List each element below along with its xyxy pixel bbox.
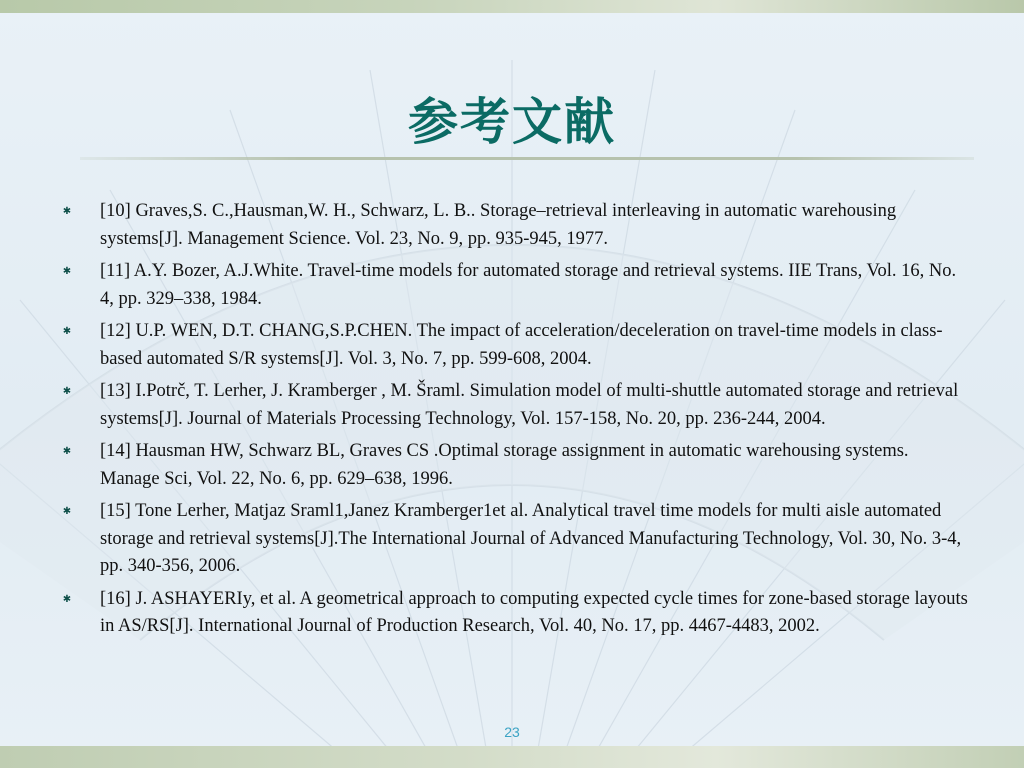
reference-item — [60, 258, 970, 313]
reference-item — [60, 498, 970, 581]
asterisk-bullet-icon: ✱ — [62, 506, 72, 517]
asterisk-bullet-icon: ✱ — [62, 386, 72, 397]
reference-item — [60, 378, 970, 433]
reference-text: [13] I.Potrč, T. Lerher, J. Kramberger , M. Šraml. Simulation model of multi-shuttle automated storage and retrieval systems[J]. Journal of Materials Processing Technology, Vol. 157-158, No. 20, pp. 236-244, 2004. — [100, 381, 959, 429]
reference-item — [60, 586, 970, 641]
top-decorative-band — [0, 0, 1024, 13]
slide-title: 参考文献 — [408, 92, 616, 151]
asterisk-bullet-icon: ✱ — [62, 326, 72, 337]
bottom-decorative-band — [0, 746, 1024, 768]
asterisk-bullet-icon: ✱ — [62, 206, 72, 217]
reference-text: [14] Hausman HW, Schwarz BL, Graves CS .Optimal storage assignment in automatic warehousing systems. Manage Sci, Vol. 22, No. 6, pp. 629–638, 1996. — [100, 441, 909, 489]
asterisk-bullet-icon: ✱ — [62, 266, 72, 277]
reference-item — [60, 198, 970, 253]
reference-text: [10] Graves,S. C.,Hausman,W. H., Schwarz, L. B.. Storage–retrieval interleaving in automatic warehousing systems[J]. Management Science. Vol. 23, No. 9, pp. 935-945, 1977. — [100, 201, 897, 249]
reference-text: [15] Tone Lerher, Matjaz Sraml1,Janez Kramberger1et al. Analytical travel time models for multi aisle automated storage and retrieval systems[J].The International Journal of Advanced Manufacturing Technology, Vol. 30, No. 3-4, pp. 340-356, 2006. — [100, 501, 962, 576]
reference-item — [60, 318, 970, 373]
asterisk-bullet-icon: ✱ — [62, 593, 72, 605]
reference-text: [11] A.Y. Bozer, A.J.White. Travel-time models for automated storage and retrieval systems. IIE Trans, Vol. 16, No. 4, pp. 329–338, 1984. — [100, 261, 957, 309]
reference-item — [60, 438, 970, 493]
asterisk-bullet-icon: ✱ — [62, 446, 72, 457]
title-divider — [80, 157, 974, 160]
reference-text: [16] J. ASHAYERIy, et al. A geometrical approach to computing expected cycle times for zone-based storage layouts in AS/RS[J]. International Journal of Production Research, Vol. 40, No. 17, pp. 4467-4483, 2002. — [100, 588, 968, 636]
reference-text: [12] U.P. WEN, D.T. CHANG,S.P.CHEN. The impact of acceleration/deceleration on travel-time models in class-based automated S/R systems[J]. Vol. 3, No. 7, pp. 599-608, 2004. — [100, 321, 943, 369]
reference-list — [60, 198, 970, 646]
page-number: 23 — [504, 724, 520, 740]
